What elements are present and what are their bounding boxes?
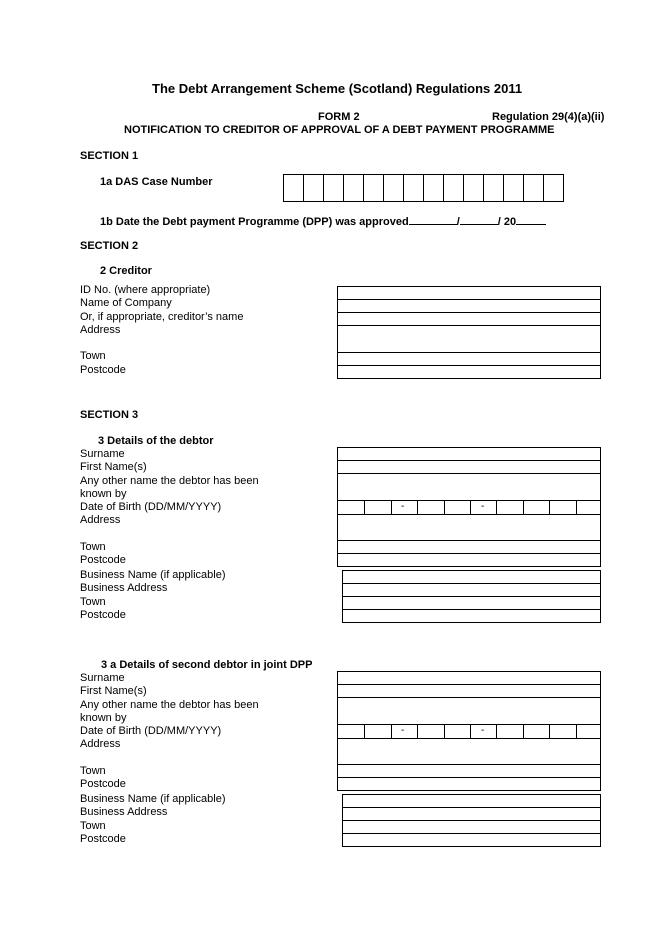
creditor-postcode-label: Postcode [80, 364, 126, 376]
dob-separator: - [401, 725, 405, 736]
dob-digit-divider [470, 501, 471, 514]
creditor-name-label: Or, if appropriate, creditor’s name [80, 311, 244, 323]
debtor-business-town-label: Town [80, 596, 106, 608]
second-debtor-other-name-label: Any other name the debtor has been [80, 699, 259, 711]
das-case-number-label: 1a DAS Case Number [100, 176, 213, 188]
dob-digit-divider [391, 725, 392, 738]
dob-digit-divider [576, 501, 577, 514]
section-3-heading: SECTION 3 [80, 409, 139, 421]
second-debtor-postcode-label: Postcode [80, 778, 126, 790]
case-number-digit-box[interactable] [323, 174, 344, 202]
second-debtor-business-town-label: Town [80, 820, 106, 832]
creditor-town-field[interactable] [337, 352, 601, 366]
creditor-address-label: Address [80, 324, 121, 336]
debtor-business-postcode-label: Postcode [80, 609, 126, 621]
debtor-other-name-field[interactable] [337, 473, 601, 501]
debtor-address-field[interactable] [337, 514, 601, 541]
debtor-first-names-label: First Name(s) [80, 461, 147, 473]
case-number-digit-box[interactable] [503, 174, 524, 202]
creditor-address-field[interactable] [337, 325, 601, 353]
section-2-heading: SECTION 2 [80, 240, 139, 252]
dpp-approval-date-label: 1b Date the Debt payment Programme (DPP) was approved / / 20 [100, 214, 546, 228]
debtor-business-postcode-field[interactable] [342, 609, 601, 623]
second-debtor-business-postcode-field[interactable] [342, 833, 601, 847]
dob-digit-divider [523, 501, 524, 514]
creditor-subheading: 2 Creditor [100, 265, 152, 277]
second-debtor-other-name-field[interactable] [337, 697, 601, 725]
dob-digit-divider [549, 725, 550, 738]
debtor-business-name-label: Business Name (if applicable) [80, 569, 226, 581]
dpp-day-field[interactable] [409, 214, 457, 225]
form-number: FORM 2 [318, 111, 360, 123]
case-number-digit-box[interactable] [303, 174, 324, 202]
case-number-digit-box[interactable] [463, 174, 484, 202]
case-number-digit-box[interactable] [543, 174, 564, 202]
second-debtor-town-field[interactable] [337, 764, 601, 778]
debtor-business-address-field[interactable] [342, 583, 601, 597]
regulation-reference: Regulation 29(4)(a)(ii) [492, 111, 605, 123]
case-number-digit-box[interactable] [523, 174, 544, 202]
dob-digit-divider [549, 501, 550, 514]
second-debtor-other-name-label-2: known by [80, 712, 127, 724]
case-number-digit-box[interactable] [343, 174, 364, 202]
case-number-digit-box[interactable] [363, 174, 384, 202]
second-debtor-dob-label: Date of Birth (DD/MM/YYYY) [80, 725, 222, 737]
second-debtor-first-names-field[interactable] [337, 684, 601, 698]
debtor-postcode-field[interactable] [337, 553, 601, 567]
form-subtitle: NOTIFICATION TO CREDITOR OF APPROVAL OF A DEBT PAYMENT PROGRAMME [124, 124, 555, 136]
debtor-surname-field[interactable] [337, 447, 601, 461]
second-debtor-postcode-field[interactable] [337, 777, 601, 791]
form-title: The Debt Arrangement Scheme (Scotland) Regulations 2011 [152, 81, 523, 96]
dob-digit-divider [444, 501, 445, 514]
creditor-company-field[interactable] [337, 299, 601, 313]
dpp-month-field[interactable] [460, 214, 498, 225]
debtor-first-names-field[interactable] [337, 460, 601, 474]
dob-separator: - [481, 501, 485, 512]
second-debtor-business-address-field[interactable] [342, 807, 601, 821]
second-debtor-business-name-label: Business Name (if applicable) [80, 793, 226, 805]
dob-digit-divider [364, 725, 365, 738]
section-1-heading: SECTION 1 [80, 150, 139, 162]
dob-digit-divider [496, 501, 497, 514]
debtor-business-address-label: Business Address [80, 582, 168, 594]
second-debtor-surname-field[interactable] [337, 671, 601, 685]
case-number-digit-box[interactable] [423, 174, 444, 202]
second-debtor-town-label: Town [80, 765, 106, 777]
case-number-digit-box[interactable] [283, 174, 304, 202]
second-debtor-business-address-label: Business Address [80, 806, 168, 818]
case-number-digit-box[interactable] [483, 174, 504, 202]
dob-digit-divider [470, 725, 471, 738]
second-debtor-business-name-field[interactable] [342, 794, 601, 808]
creditor-name-field[interactable] [337, 312, 601, 326]
creditor-town-label: Town [80, 350, 106, 362]
second-debtor-subheading: 3 a Details of second debtor in joint DPP [101, 659, 313, 671]
debtor-town-field[interactable] [337, 540, 601, 554]
second-debtor-business-town-field[interactable] [342, 820, 601, 834]
debtor-business-town-field[interactable] [342, 596, 601, 610]
creditor-company-label: Name of Company [80, 297, 172, 309]
das-case-number-field[interactable] [283, 174, 563, 202]
debtor-subheading: 3 Details of the debtor [98, 435, 214, 447]
debtor-town-label: Town [80, 541, 106, 553]
dob-separator: - [481, 725, 485, 736]
dob-digit-divider [417, 501, 418, 514]
second-debtor-address-field[interactable] [337, 738, 601, 765]
creditor-id-label: ID No. (where appropriate) [80, 284, 211, 296]
creditor-postcode-field[interactable] [337, 365, 601, 379]
debtor-other-name-label-2: known by [80, 488, 127, 500]
creditor-id-field[interactable] [337, 286, 601, 300]
second-debtor-first-names-label: First Name(s) [80, 685, 147, 697]
dob-digit-divider [576, 725, 577, 738]
debtor-other-name-label: Any other name the debtor has been [80, 475, 259, 487]
debtor-surname-label: Surname [80, 448, 125, 460]
dob-digit-divider [444, 725, 445, 738]
second-debtor-business-postcode-label: Postcode [80, 833, 126, 845]
debtor-dob-field[interactable] [337, 500, 601, 515]
debtor-address-label: Address [80, 514, 121, 526]
case-number-digit-box[interactable] [383, 174, 404, 202]
dob-separator: - [401, 501, 405, 512]
dob-digit-divider [364, 501, 365, 514]
debtor-dob-label: Date of Birth (DD/MM/YYYY) [80, 501, 222, 513]
dob-digit-divider [391, 501, 392, 514]
dob-digit-divider [417, 725, 418, 738]
second-debtor-address-label: Address [80, 738, 121, 750]
case-number-digit-box[interactable] [403, 174, 424, 202]
case-number-digit-box[interactable] [443, 174, 464, 202]
debtor-business-name-field[interactable] [342, 570, 601, 584]
second-debtor-dob-field[interactable] [337, 724, 601, 739]
dpp-year-field[interactable] [516, 214, 546, 225]
second-debtor-surname-label: Surname [80, 672, 125, 684]
debtor-postcode-label: Postcode [80, 554, 126, 566]
dob-digit-divider [523, 725, 524, 738]
dob-digit-divider [496, 725, 497, 738]
